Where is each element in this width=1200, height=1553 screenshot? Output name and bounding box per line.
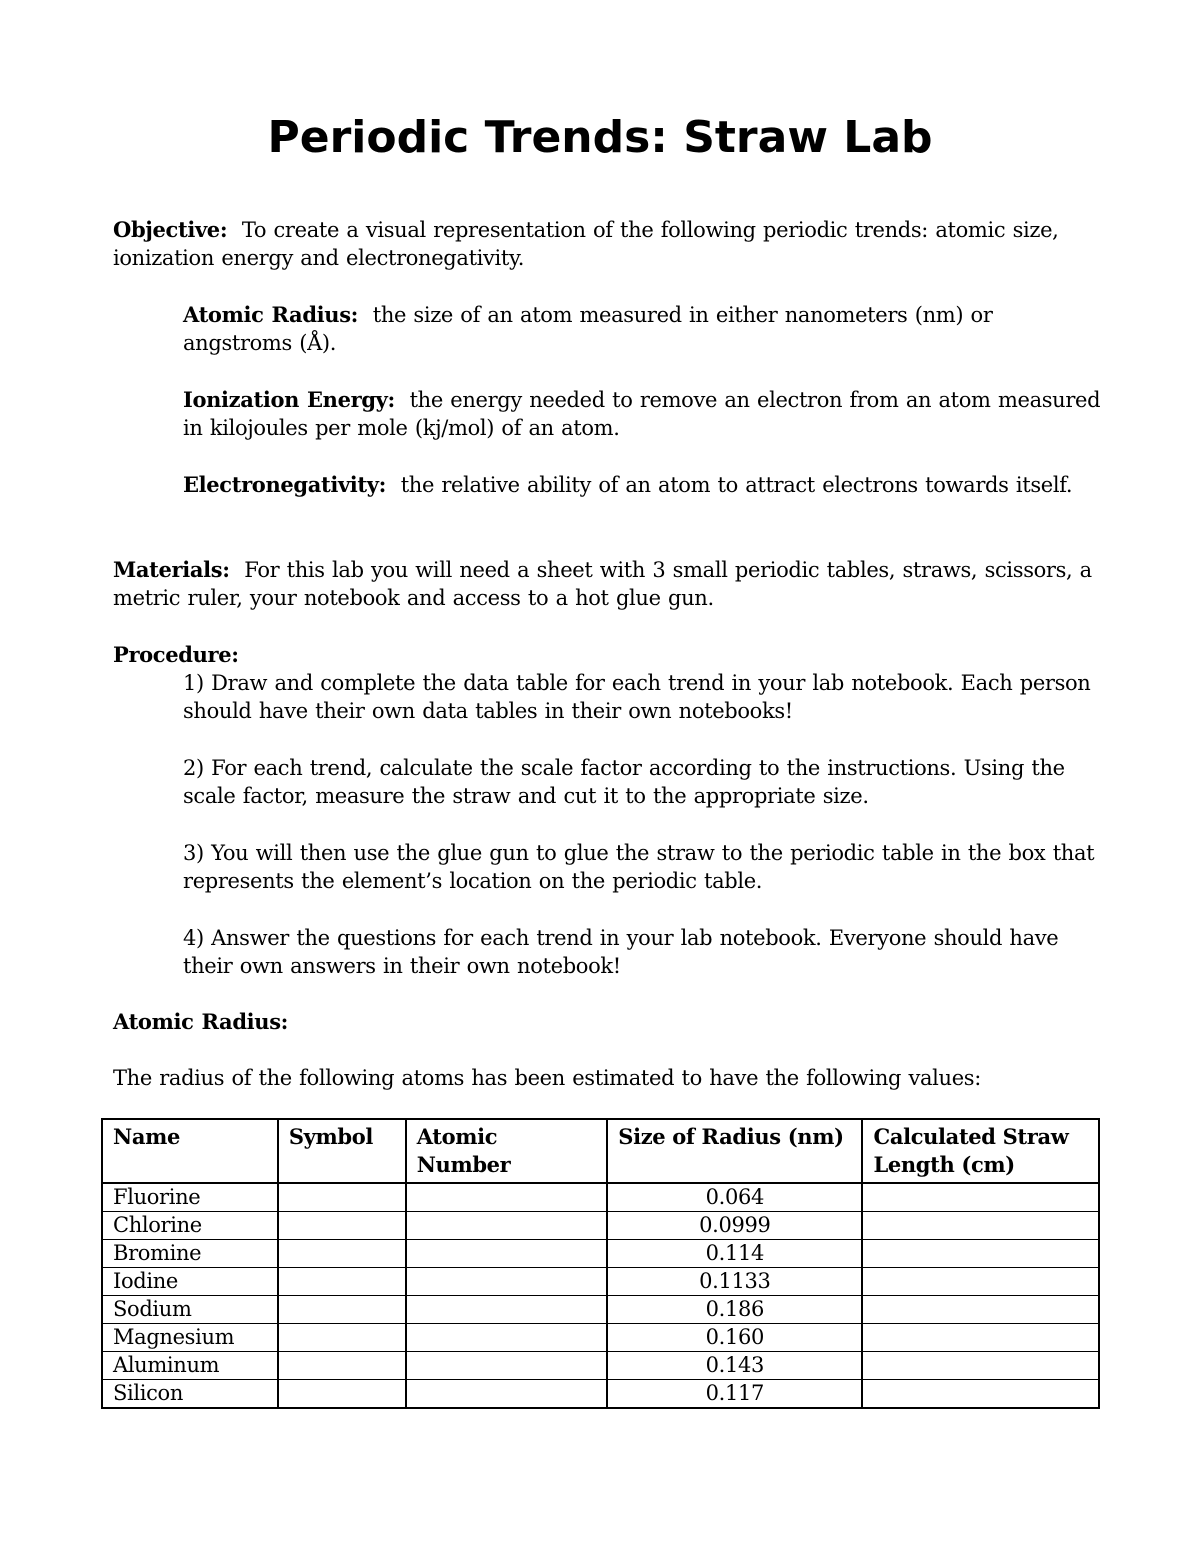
objective-text: To create a visual representation of the following periodic trends: atomic size, ionization energy and electronegativity. bbox=[113, 218, 1059, 270]
header-symbol: Symbol bbox=[278, 1119, 406, 1183]
cell-straw-length bbox=[862, 1212, 1099, 1240]
definition-ionization-energy bbox=[183, 386, 1103, 442]
cell-name: Magnesium bbox=[102, 1324, 278, 1352]
cell-atomic-number bbox=[406, 1380, 608, 1409]
table-row bbox=[102, 1296, 1099, 1324]
cell-name: Bromine bbox=[102, 1240, 278, 1268]
cell-symbol bbox=[278, 1183, 406, 1212]
header-atomic-number: Atomic Number bbox=[406, 1119, 608, 1183]
objective-paragraph bbox=[113, 216, 1103, 272]
definition-text: the relative ability of an atom to attract electrons towards itself. bbox=[400, 473, 1073, 497]
cell-radius: 0.0999 bbox=[607, 1212, 862, 1240]
table-row bbox=[102, 1212, 1099, 1240]
header-radius: Size of Radius (nm) bbox=[607, 1119, 862, 1183]
cell-straw-length bbox=[862, 1296, 1099, 1324]
table-row bbox=[102, 1240, 1099, 1268]
table-row bbox=[102, 1183, 1099, 1212]
objective-label: Objective: bbox=[113, 217, 228, 242]
cell-name: Aluminum bbox=[102, 1352, 278, 1380]
page-title: Periodic Trends: Straw Lab bbox=[267, 112, 933, 163]
cell-radius: 0.160 bbox=[607, 1324, 862, 1352]
procedure-step-4: 4) Answer the questions for each trend in your lab notebook. Everyone should have their own answers in their own notebook! bbox=[183, 926, 1059, 978]
cell-symbol bbox=[278, 1296, 406, 1324]
table-row bbox=[102, 1268, 1099, 1296]
cell-straw-length bbox=[862, 1380, 1099, 1409]
cell-radius: 0.117 bbox=[607, 1380, 862, 1409]
materials-paragraph bbox=[113, 556, 1103, 612]
cell-name: Fluorine bbox=[102, 1183, 278, 1212]
materials-text: For this lab you will need a sheet with 3 small periodic tables, straws, scissors, a metric ruler, your notebook and access to a hot glue gun. bbox=[113, 558, 1092, 610]
cell-atomic-number bbox=[406, 1240, 608, 1268]
cell-straw-length bbox=[862, 1183, 1099, 1212]
cell-atomic-number bbox=[406, 1296, 608, 1324]
procedure-step-2: 2) For each trend, calculate the scale factor according to the instructions. Using the scale factor, measure the straw and cut it to the appropriate size. bbox=[183, 756, 1065, 808]
cell-symbol bbox=[278, 1352, 406, 1380]
cell-radius: 0.114 bbox=[607, 1240, 862, 1268]
procedure-step-1: 1) Draw and complete the data table for each trend in your lab notebook. Each person should have their own data tables in their own notebooks! bbox=[183, 671, 1091, 723]
atomic-radius-intro: The radius of the following atoms has been estimated to have the following values: bbox=[113, 1066, 981, 1090]
cell-atomic-number bbox=[406, 1212, 608, 1240]
cell-name: Sodium bbox=[102, 1296, 278, 1324]
definition-term: Electronegativity: bbox=[183, 472, 387, 497]
header-name: Name bbox=[102, 1119, 278, 1183]
cell-radius: 0.143 bbox=[607, 1352, 862, 1380]
table-row bbox=[102, 1352, 1099, 1380]
cell-symbol bbox=[278, 1240, 406, 1268]
cell-symbol bbox=[278, 1212, 406, 1240]
cell-radius: 0.064 bbox=[607, 1183, 862, 1212]
cell-name: Chlorine bbox=[102, 1212, 278, 1240]
cell-name: Silicon bbox=[102, 1380, 278, 1409]
cell-straw-length bbox=[862, 1324, 1099, 1352]
cell-straw-length bbox=[862, 1352, 1099, 1380]
atomic-radius-heading: Atomic Radius: bbox=[113, 1009, 289, 1034]
cell-atomic-number bbox=[406, 1352, 608, 1380]
cell-name: Iodine bbox=[102, 1268, 278, 1296]
atomic-radius-table bbox=[101, 1118, 1100, 1409]
cell-straw-length bbox=[862, 1240, 1099, 1268]
cell-radius: 0.1133 bbox=[607, 1268, 862, 1296]
header-straw-length: Calculated Straw Length (cm) bbox=[862, 1119, 1099, 1183]
cell-atomic-number bbox=[406, 1183, 608, 1212]
table-header-row bbox=[102, 1119, 1099, 1183]
cell-radius: 0.186 bbox=[607, 1296, 862, 1324]
procedure-step-3: 3) You will then use the glue gun to glue the straw to the periodic table in the box that represents the element’s location on the periodic table. bbox=[183, 841, 1095, 893]
definition-text: the size of an atom measured in either nanometers (nm) or angstroms (Å). bbox=[183, 303, 993, 355]
cell-symbol bbox=[278, 1380, 406, 1409]
definition-atomic-radius bbox=[183, 301, 1103, 357]
definition-term: Atomic Radius: bbox=[183, 302, 359, 327]
cell-symbol bbox=[278, 1268, 406, 1296]
table-row bbox=[102, 1324, 1099, 1352]
table-row bbox=[102, 1380, 1099, 1409]
definition-term: Ionization Energy: bbox=[183, 387, 395, 412]
procedure-heading: Procedure: bbox=[113, 642, 239, 667]
cell-straw-length bbox=[862, 1268, 1099, 1296]
definition-text: the energy needed to remove an electron from an atom measured in kilojoules per mole (kj/mol) of an atom. bbox=[183, 388, 1101, 440]
cell-atomic-number bbox=[406, 1324, 608, 1352]
cell-symbol bbox=[278, 1324, 406, 1352]
cell-atomic-number bbox=[406, 1268, 608, 1296]
definition-electronegativity bbox=[183, 471, 1103, 499]
materials-label: Materials: bbox=[113, 557, 230, 582]
